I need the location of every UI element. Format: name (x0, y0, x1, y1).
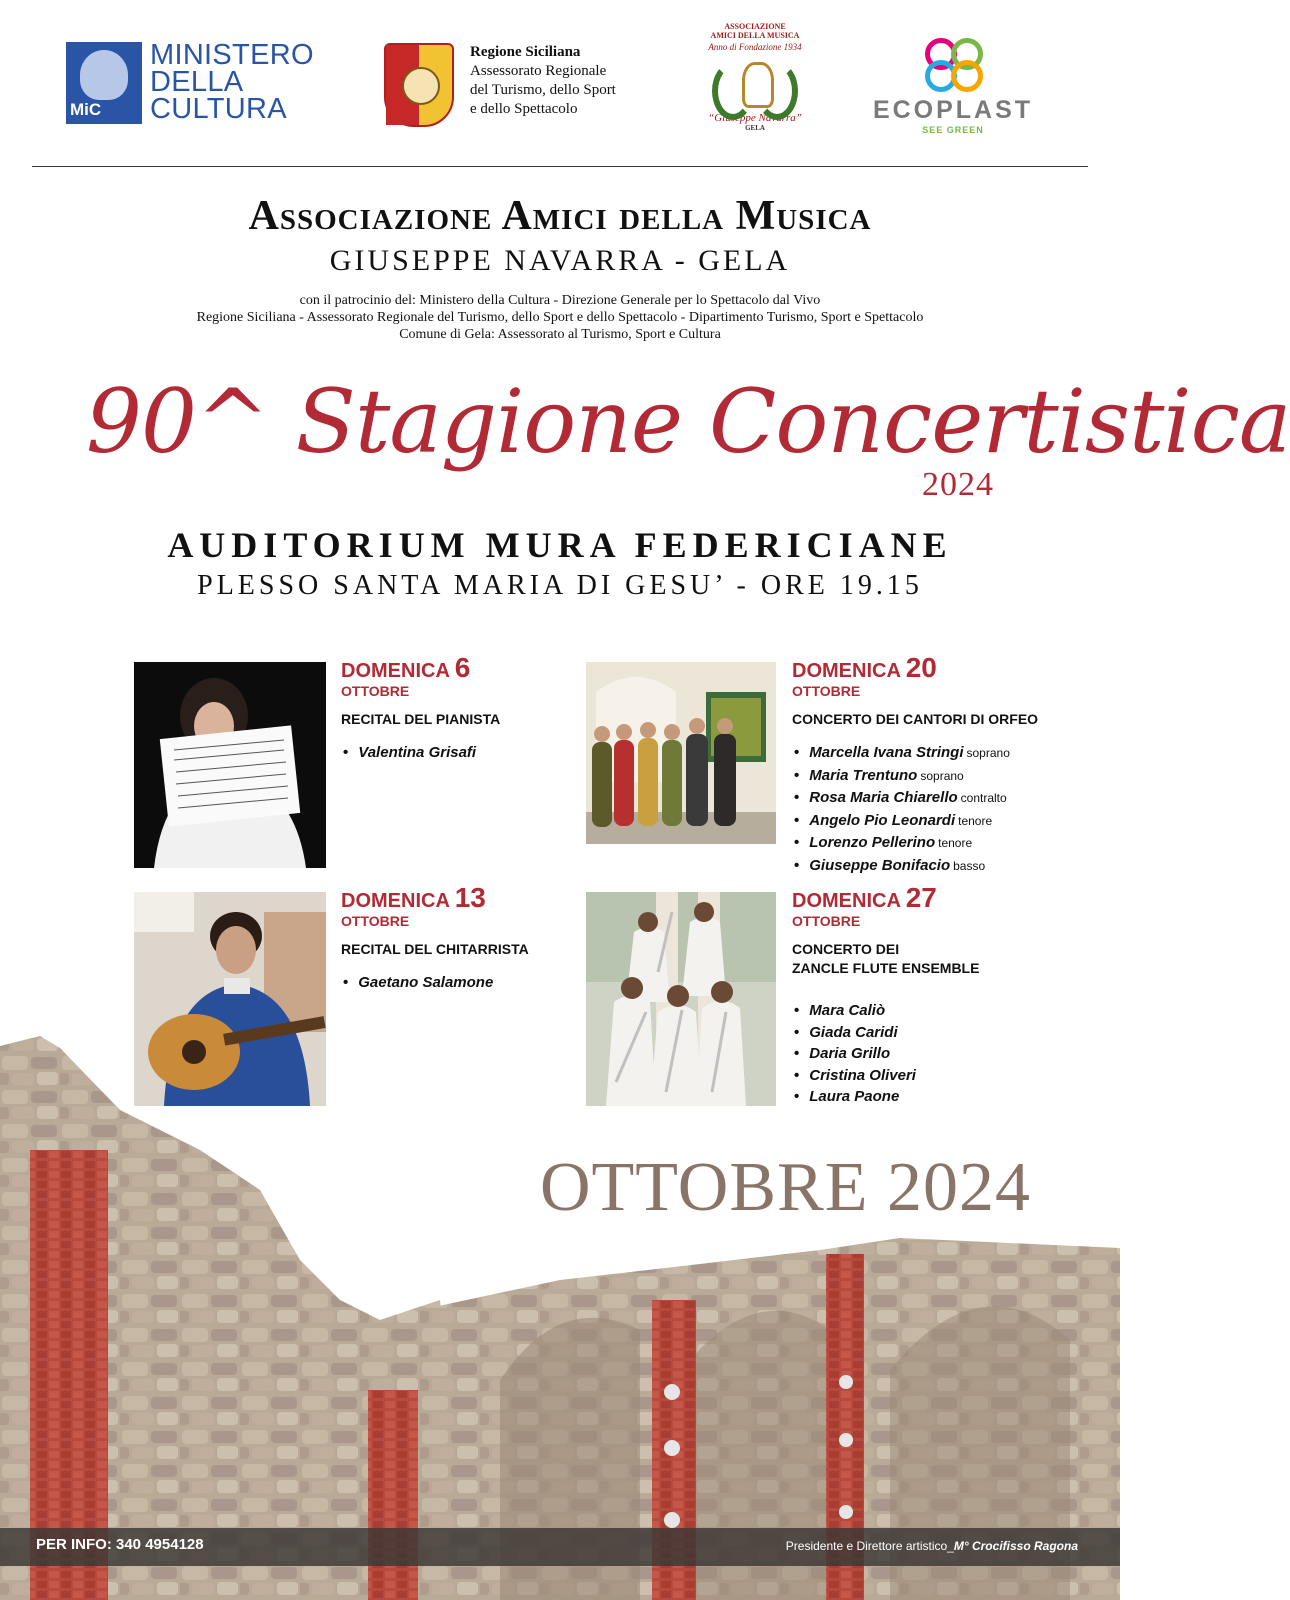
event-3-day: DOMENICA 13 (341, 882, 486, 913)
patronage-line: con il patrocinio del: Ministero della Cultura - Direzione Generale per lo Spettacolo dal Vivo (299, 293, 821, 308)
event-3-month: OTTOBRE (341, 913, 410, 929)
patronage-text (0, 292, 1120, 343)
event-2-month: OTTOBRE (792, 683, 861, 699)
event-4-day: DOMENICA 27 (792, 882, 937, 913)
info-phone: PER INFO: 340 4954128 (36, 1536, 204, 1553)
event-4-title-line1: CONCERTO DEI (792, 941, 900, 957)
amici-anno: Anno di Fondazione 1934 (708, 42, 802, 52)
association-subtitle: GIUSEPPE NAVARRA - GELA (329, 244, 791, 277)
performer-item: • Valentina Grisafi (341, 742, 476, 764)
season-year: 2024 (922, 466, 994, 503)
regione-line3: e dello Spettacolo (470, 101, 578, 117)
ecoplast-name: ECOPLAST (872, 96, 1034, 124)
performer-item: • Maria Trentuno soprano (792, 765, 1010, 788)
lyre-icon (712, 56, 798, 112)
event-4-month: OTTOBRE (792, 913, 861, 929)
mic-emblem (66, 42, 142, 124)
event-2-performers (792, 742, 1010, 877)
header-divider (32, 166, 1088, 167)
ecoplast-mark-icon (921, 38, 985, 90)
regione-line1: Assessorato Regionale (470, 63, 607, 79)
amici-city: GELA (745, 124, 765, 132)
amici-line1: ASSOCIAZIONE (724, 22, 786, 31)
regione-siciliana-logo (384, 43, 646, 129)
mic-line2: DELLA (150, 66, 244, 98)
event-3-title: RECITAL DEL CHITARRISTA (341, 941, 529, 957)
cantori-orfeo-photo (586, 662, 776, 844)
mic-line1: MINISTERO (150, 39, 314, 71)
amici-name: “Giuseppe Navarra” (708, 112, 802, 124)
trinacria-shield-icon (384, 43, 454, 127)
patronage-line: Comune di Gela: Assessorato al Turismo, Sport e Cultura (399, 327, 721, 342)
artistic-director (786, 1539, 1078, 1553)
event-4-title (792, 940, 979, 978)
pianist-photo (134, 662, 326, 868)
association-title: Associazione Amici della Musica (248, 193, 872, 239)
performer-item: • Giuseppe Bonifacio basso (792, 855, 1010, 878)
regione-line2: del Turismo, dello Sport (470, 82, 616, 98)
amici-line2: AMICI DELLA MUSICA (710, 31, 800, 40)
performer-item: • Marcella Ivana Stringi soprano (792, 742, 1010, 765)
event-1-title: RECITAL DEL PIANISTA (341, 711, 501, 727)
performer-item: • Giada Caridi (792, 1022, 916, 1044)
season-title: 90^ Stagione Concertistica (86, 370, 1290, 473)
month-banner: OTTOBRE 2024 (540, 1149, 1031, 1226)
performer-item: • Rosa Maria Chiarello contralto (792, 787, 1010, 810)
flute-ensemble-photo (586, 892, 776, 1106)
director-label: Presidente e Direttore artistico_ (785, 1539, 954, 1553)
ecoplast-tagline: SEE GREEN (922, 125, 984, 135)
event-2-day: DOMENICA 20 (792, 652, 937, 683)
event-4-title-line2: ZANCLE FLUTE ENSEMBLE (792, 960, 980, 976)
venue-name: AUDITORIUM MURA FEDERICIANE (167, 525, 953, 565)
mic-abbr: MiC (70, 100, 102, 119)
mic-line3: CULTURA (150, 93, 287, 125)
ecoplast-logo (868, 38, 1038, 134)
performer-item: • Angelo Pio Leonardi tenore (792, 810, 1010, 833)
regione-title: Regione Siciliana (470, 44, 581, 60)
performer-item: • Laura Paone (792, 1086, 916, 1108)
performer-item: • Daria Grillo (792, 1043, 916, 1065)
performer-item: • Cristina Oliveri (792, 1065, 916, 1087)
venue-detail: PLESSO SANTA MARIA DI GESU’ - ORE 19.15 (197, 570, 923, 601)
event-3-performers (341, 972, 493, 994)
event-1-month: OTTOBRE (341, 683, 410, 699)
amici-musica-logo (696, 22, 814, 150)
performer-item: • Lorenzo Pellerino tenore (792, 832, 1010, 855)
event-1-performers (341, 742, 476, 764)
performer-item: • Gaetano Salamone (341, 972, 493, 994)
ministero-cultura-logo (66, 39, 316, 128)
event-1-day: DOMENICA 6 (341, 652, 471, 683)
event-2-title: CONCERTO DEI CANTORI DI ORFEO (792, 711, 1039, 727)
patronage-line: Regione Siciliana - Assessorato Regionale del Turismo, dello Sport e dello Spettacolo - Dipartimento Turismo, Sport e Spettacolo (196, 310, 924, 325)
director-name: M° Crocifisso Ragona (953, 1539, 1078, 1553)
performer-item: • Mara Caliò (792, 1000, 916, 1022)
event-4-performers (792, 1000, 916, 1108)
guitarist-photo (134, 892, 326, 1106)
